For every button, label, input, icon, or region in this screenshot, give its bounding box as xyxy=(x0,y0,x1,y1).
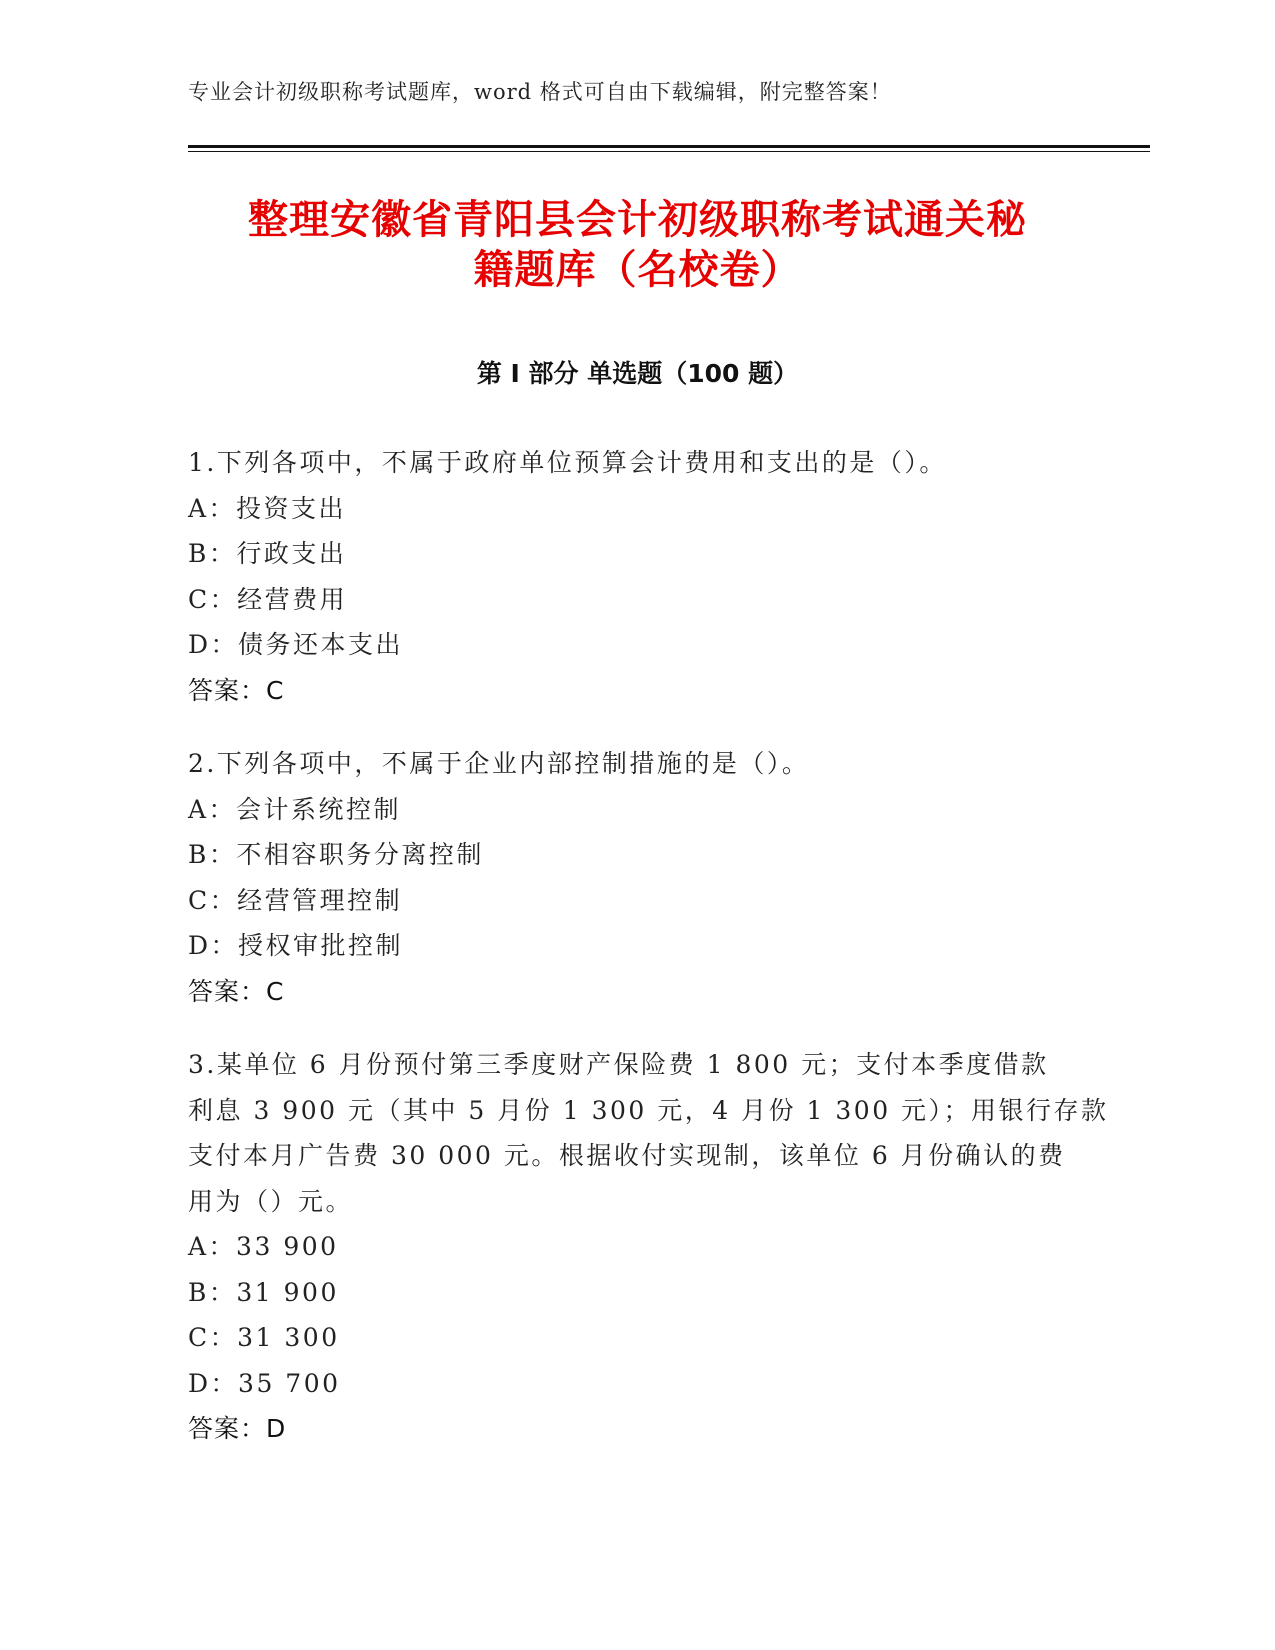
option-a: A：投资支出 xyxy=(188,493,347,523)
question-3 xyxy=(188,1042,1109,1452)
header-rule-thick xyxy=(188,145,1150,148)
option-d: D：债务还本支出 xyxy=(188,630,404,659)
option-b: B：行政支出 xyxy=(188,539,347,568)
question-stem-line: 支付本月广告费 30 000 元。根据收付实现制，该单位 6 月份确认的费 xyxy=(188,1141,1066,1170)
question-stem-line: 2.下列各项中，不属于企业内部控制措施的是（）。 xyxy=(188,749,810,778)
option-d: D：35 700 xyxy=(188,1368,341,1398)
option-c: C：31 300 xyxy=(188,1323,340,1352)
option-a: A：会计系统控制 xyxy=(188,794,402,824)
document-title-line-1: 整理安徽省青阳县会计初级职称考试通关秘 xyxy=(248,197,1027,243)
question-stem xyxy=(188,1042,1109,1224)
header-rule-thin xyxy=(188,151,1150,152)
option-c: C：经营管理控制 xyxy=(188,885,403,915)
question-2 xyxy=(188,741,1088,1014)
question-stem xyxy=(188,741,1088,787)
answer-label: 答案：C xyxy=(188,976,285,1006)
question-stem-line: 利息 3 900 元（其中 5 月份 1 300 元，4 月份 1 300 元）；用银行存款 xyxy=(188,1095,1109,1125)
option-b: B：不相容职务分离控制 xyxy=(188,840,484,869)
section-heading: 第 I 部分 单选题（100 题） xyxy=(476,359,799,388)
document-title xyxy=(190,195,1085,295)
option-a: A：33 900 xyxy=(188,1232,339,1261)
header-note: 专业会计初级职称考试题库，word 格式可自由下载编辑，附完整答案！ xyxy=(188,80,892,104)
option-d: D：授权审批控制 xyxy=(188,931,404,960)
answer-label: 答案：C xyxy=(188,675,285,705)
question-1 xyxy=(188,440,1088,713)
question-list xyxy=(188,440,1109,1480)
question-stem xyxy=(188,440,1088,486)
option-b: B：31 900 xyxy=(188,1277,339,1307)
document-title-line-2: 籍题库（名校卷） xyxy=(473,247,802,293)
question-stem-line: 1.下列各项中，不属于政府单位预算会计费用和支出的是（）。 xyxy=(188,448,947,477)
answer-label: 答案：D xyxy=(188,1414,287,1443)
option-c: C：经营费用 xyxy=(188,584,348,614)
question-stem-line: 3.某单位 6 月份预付第三季度财产保险费 1 800 元；支付本季度借款 xyxy=(188,1050,1049,1079)
question-stem-line: 用为（）元。 xyxy=(188,1186,354,1216)
